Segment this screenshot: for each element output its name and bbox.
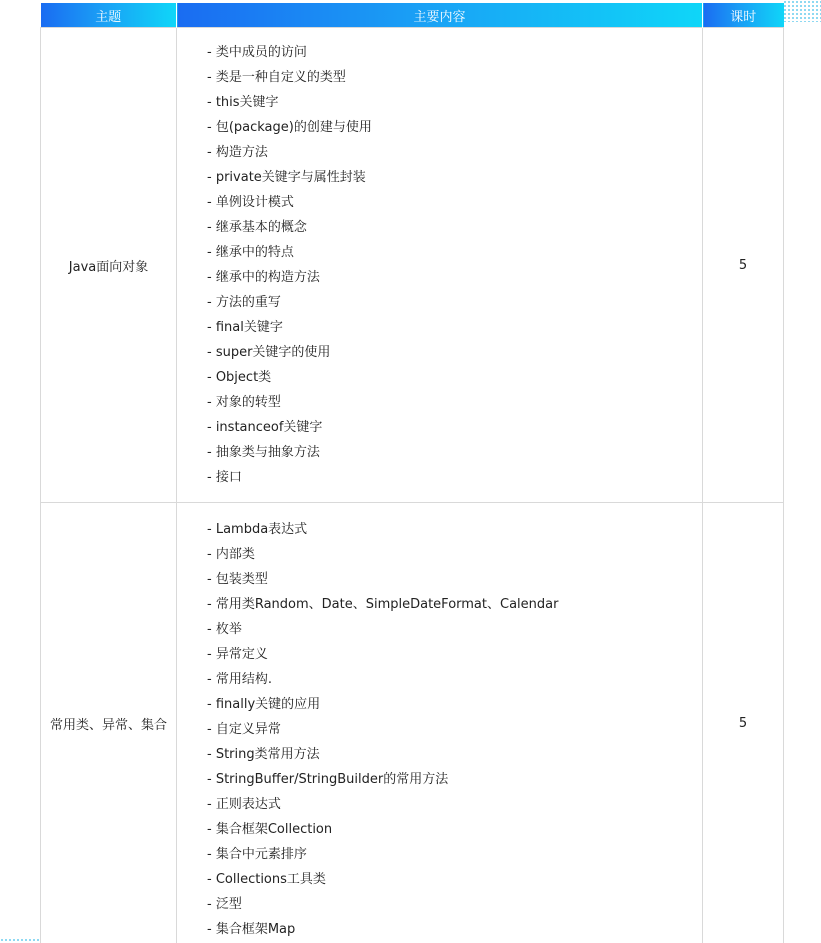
content-cell bbox=[177, 28, 703, 503]
list-item: - Lambda表达式 bbox=[207, 521, 308, 537]
decorative-dot-grid bbox=[0, 938, 40, 943]
list-item: - 常用结构. bbox=[207, 671, 272, 687]
list-item: - final关键字 bbox=[207, 320, 283, 335]
list-item: - String类常用方法 bbox=[207, 746, 320, 762]
decorative-dot-grid bbox=[783, 0, 821, 22]
list-item: - private关键字与属性封装 bbox=[207, 170, 366, 185]
hours-cell: 5 bbox=[703, 503, 784, 943]
header-topic: 主题 bbox=[41, 3, 177, 28]
table-row bbox=[41, 28, 784, 503]
content-list bbox=[207, 505, 702, 942]
list-item: - 方法的重写 bbox=[207, 295, 281, 310]
list-item: - 集合中元素排序 bbox=[207, 846, 307, 862]
list-item: - 类中成员的访问 bbox=[207, 45, 307, 60]
list-item: - 继承基本的概念 bbox=[207, 220, 307, 235]
list-item: - 构造方法 bbox=[207, 145, 268, 160]
list-item: - Object类 bbox=[207, 370, 272, 385]
table-row bbox=[41, 503, 784, 943]
table-header-row bbox=[41, 3, 784, 28]
list-item: - 单例设计模式 bbox=[207, 195, 294, 210]
list-item: - 自定义异常 bbox=[207, 721, 281, 737]
course-table bbox=[40, 3, 784, 943]
list-item: - this关键字 bbox=[207, 95, 279, 110]
hours-cell: 5 bbox=[703, 28, 784, 503]
list-item: - 集合框架Collection bbox=[207, 821, 333, 837]
list-item: - 枚举 bbox=[207, 621, 242, 637]
topic-cell: 常用类、异常、集合 bbox=[41, 503, 177, 943]
content-list bbox=[207, 28, 702, 502]
list-item: - 集合框架Map bbox=[207, 921, 296, 937]
header-hours: 课时 bbox=[703, 3, 784, 28]
list-item: - 常用类Random、Date、SimpleDateFormat、Calendar bbox=[207, 596, 559, 612]
list-item: - 内部类 bbox=[207, 546, 255, 562]
list-item: - 继承中的特点 bbox=[207, 245, 294, 260]
list-item: - 包装类型 bbox=[207, 571, 268, 587]
list-item: - 对象的转型 bbox=[207, 395, 281, 410]
list-item: - super关键字的使用 bbox=[207, 345, 331, 360]
list-item: - Collections工具类 bbox=[207, 871, 326, 887]
list-item: - 正则表达式 bbox=[207, 796, 281, 812]
content-cell bbox=[177, 503, 703, 943]
list-item: - 异常定义 bbox=[207, 646, 268, 662]
list-item: - 类是一种自定义的类型 bbox=[207, 70, 346, 85]
list-item: - instanceof关键字 bbox=[207, 420, 323, 435]
list-item: - 抽象类与抽象方法 bbox=[207, 445, 320, 460]
header-content: 主要内容 bbox=[177, 3, 703, 28]
list-item: - 继承中的构造方法 bbox=[207, 270, 320, 285]
list-item: - StringBuffer/StringBuilder的常用方法 bbox=[207, 771, 449, 787]
topic-cell: Java面向对象 bbox=[41, 28, 177, 503]
list-item: - finally关键的应用 bbox=[207, 696, 321, 712]
list-item: - 接口 bbox=[207, 470, 242, 485]
list-item: - 泛型 bbox=[207, 896, 242, 912]
list-item: - 包(package)的创建与使用 bbox=[207, 120, 372, 135]
